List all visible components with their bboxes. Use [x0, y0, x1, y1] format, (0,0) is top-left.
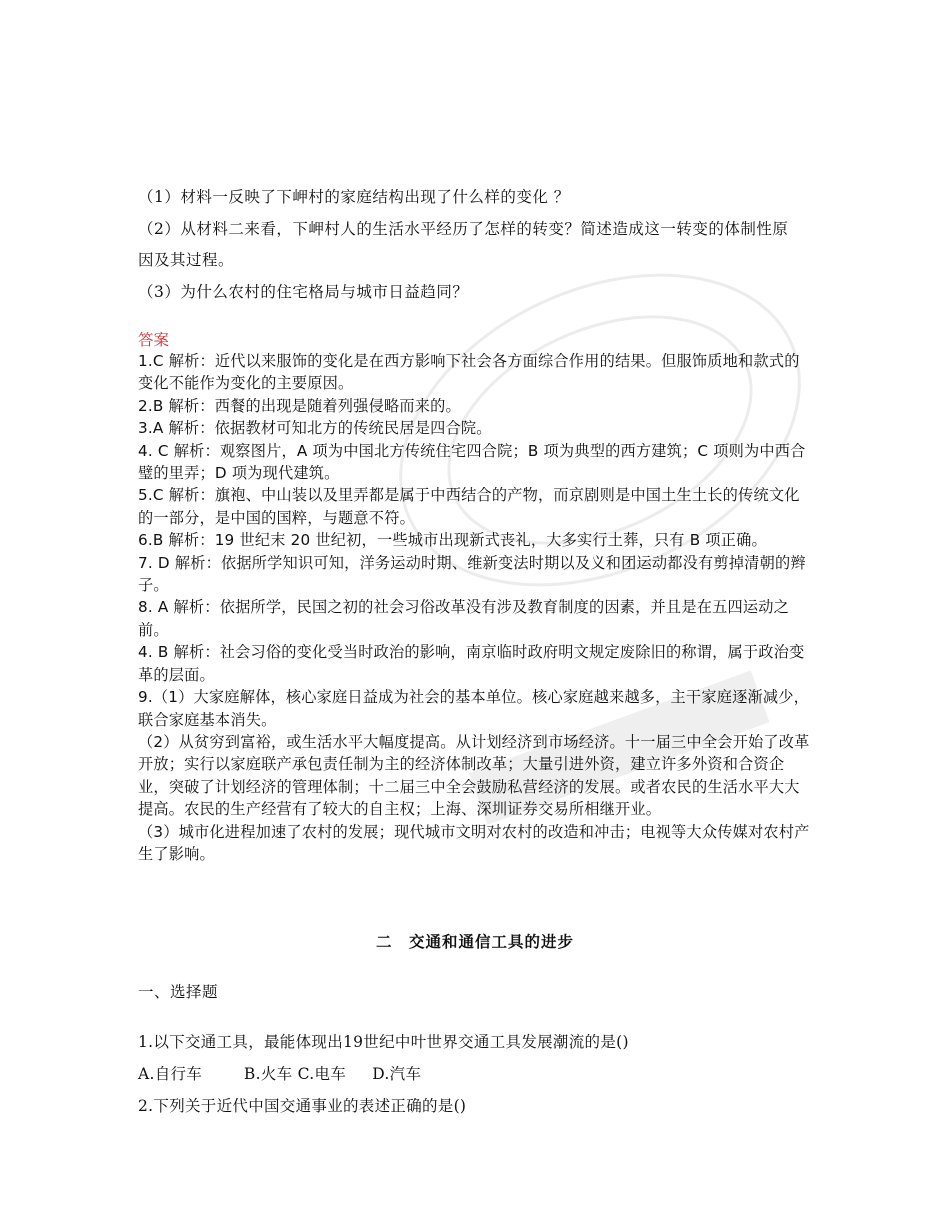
answer-item: 4. B 解析：社会习俗的变化受当时政治的影响，南京临时政府明文规定废除旧的称谓，属于政治变革的层面。: [138, 643, 805, 684]
answer-item: （2）从贫穷到富裕，或生活水平大幅度提高。从计划经济到市场经济。十一届三中全会开始了改革开放；实行以家庭联产承包责任制为主的经济体制改革；大量引进外资，建立许多外资和合资企业，突破了计划经济的管理体制；十二届三中全会鼓励私营经济的发展。或者农民的生活水平大大提高。农民的生产经营有了较大的自主权；上海、深圳证券交易所相继开业。: [138, 732, 810, 819]
question-2-cont: 因及其过程。: [138, 251, 235, 269]
answer-item: 8. A 解析：依据所学，民国之初的社会习俗改革没有涉及教育制度的因素，并且是在五四运动之前。: [138, 598, 790, 639]
answer-item: 5.C 解析：旗袍、中山装以及里弄都是属于中西结合的产物，而京剧则是中国土生土长的传统文化的一部分，是中国的国粹，与题意不符。: [138, 486, 800, 527]
answer-list: [138, 350, 814, 865]
answer-item: 3.A 解析：依据教材可知北方的传统民居是四合院。: [138, 419, 492, 438]
answer-item: 7. D 解析：依据所学知识可知，洋务运动时期、维新变法时期以及义和团运动都没有剪掉清朝的辫子。: [138, 553, 806, 595]
question-3: （3）为什么农村的住宅格局与城市日益趋同？: [138, 283, 469, 301]
answer-item: 9.（1）大家庭解体，核心家庭日益成为社会的基本单位。核心家庭越来越多，主干家庭逐渐减少，联合家庭基本消失。: [138, 688, 810, 729]
section-title: 二 交通和通信工具的进步: [375, 933, 574, 951]
mc-question-1: 1.以下交通工具，最能体现出19世纪中叶世界交通工具发展潮流的是(): [138, 1033, 629, 1051]
answer-item: 2.B 解析：西餐的出现是随着列强侵略而来的。: [138, 396, 461, 415]
answer-heading: 答案: [138, 331, 170, 349]
answer-item: 4. C 解析：观察图片，A 项为中国北方传统住宅四合院；B 项为典型的西方建筑；C 项则为中西合璧的里弄；D 项为现代建筑。: [138, 441, 806, 483]
question-1: （1）材料一反映了下岬村的家庭结构出现了什么样的变化 ？: [138, 188, 570, 206]
mc-question-1-options: A.自行车 B.火车 C.电车 D.汽车: [138, 1065, 422, 1083]
sub-heading: 一、选择题: [138, 983, 219, 1001]
question-2: （2）从材料二来看，下岬村人的生活水平经历了怎样的转变？简述造成这一转变的体制性原: [138, 220, 789, 238]
answer-item: 1.C 解析：近代以来服饰的变化是在西方影响下社会各方面综合作用的结果。但服饰质地和款式的变化不能作为变化的主要原因。: [138, 352, 800, 393]
answer-item: 6.B 解析：19 世纪末 20 世纪初，一些城市出现新式丧礼，大多实行土葬，只有 B 项正确。: [138, 531, 767, 550]
answer-item: （3）城市化进程加速了农村的发展；现代城市文明对农村的改造和冲击；电视等大众传媒对农村产生了影响。: [138, 822, 810, 863]
mc-question-2: 2.下列关于近代中国交通事业的表述正确的是(): [138, 1097, 467, 1115]
